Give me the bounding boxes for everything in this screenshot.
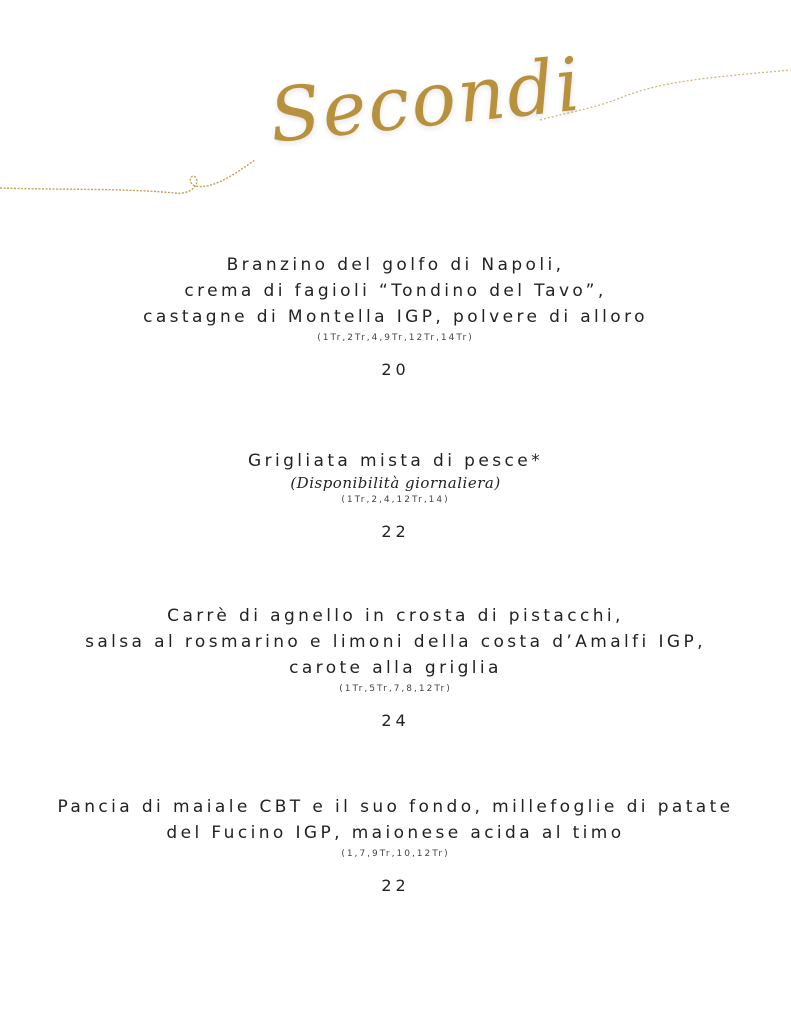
allergens: (1Tr,2Tr,4,9Tr,12Tr,14Tr) [317, 333, 474, 343]
dish-line: crema di fagioli “Tondino del Tavo”, [184, 281, 607, 301]
allergens: (1,7,9Tr,10,12Tr) [341, 849, 450, 859]
dish-line: del Fucino IGP, maionese acida al timo [166, 823, 625, 843]
price: 22 [381, 522, 410, 541]
allergens: (1Tr,2,4,12Tr,14) [341, 495, 450, 505]
dish-line: salsa al rosmarino e limoni della costa d’Amalfi IGP, [85, 632, 706, 652]
dish-line: Branzino del golfo di Napoli, [226, 255, 565, 275]
dish-line: Pancia di maiale CBT e il suo fondo, millefoglie di patate [57, 797, 734, 817]
dish-line: Carrè di agnello in crosta di pistacchi, [167, 606, 624, 626]
dish-grigliata [0, 448, 791, 541]
dish-line: castagne di Montella IGP, polvere di alloro [143, 307, 648, 327]
price: 20 [381, 360, 410, 379]
dish-agnello [0, 603, 791, 730]
dish-line: carote alla griglia [289, 658, 502, 678]
page-title: Secondi [265, 41, 586, 160]
price: 24 [381, 711, 410, 730]
dish-line: Grigliata mista di pesce* [248, 451, 543, 471]
dish-note: (Disponibilità giornaliera) [290, 474, 501, 492]
dish-branzino [0, 252, 791, 379]
price: 22 [381, 876, 410, 895]
allergens: (1Tr,5Tr,7,8,12Tr) [339, 684, 452, 694]
dish-maiale [0, 794, 791, 895]
